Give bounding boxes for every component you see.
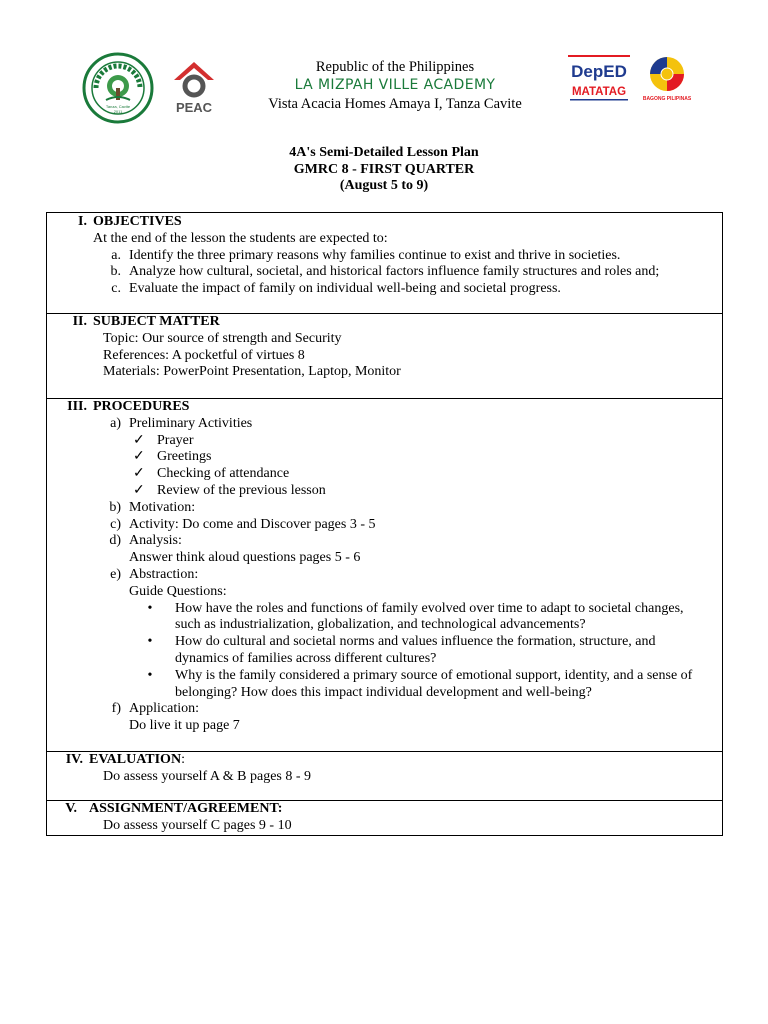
check-item-label: Review of the previous lesson bbox=[157, 482, 326, 498]
step-detail: Do live it up page 7 bbox=[129, 718, 240, 734]
lesson-plan-title bbox=[200, 145, 568, 195]
topic-text: Topic: Our source of strength and Security bbox=[103, 330, 342, 346]
objective-text: Identify the three primary reasons why families continue to exist and thrive in societies. bbox=[129, 247, 621, 263]
check-item bbox=[47, 433, 722, 450]
seal-location-text: Tanza, Cavite bbox=[105, 104, 131, 109]
deped-label: DepED bbox=[571, 62, 627, 81]
check-item-label: Greetings bbox=[157, 449, 212, 465]
subject-matter-section bbox=[47, 314, 722, 399]
objective-text: Analyze how cultural, societal, and historical factors influence family structures and roles and; bbox=[129, 264, 660, 280]
objective-marker: b. bbox=[110, 264, 121, 280]
objective-marker: a. bbox=[111, 247, 121, 263]
bullet-icon: • bbox=[147, 634, 153, 650]
step-label: Preliminary Activities bbox=[129, 415, 253, 431]
step-label: Motivation: bbox=[129, 499, 196, 515]
materials-text: Materials: PowerPoint Presentation, Laptop, Monitor bbox=[103, 364, 401, 380]
step-marker: b) bbox=[109, 499, 121, 515]
procedure-step bbox=[47, 567, 722, 584]
guide-question bbox=[47, 668, 722, 702]
procedure-step bbox=[47, 533, 722, 550]
matatag-label: MATATAG bbox=[571, 86, 627, 98]
procedures-number: III. bbox=[67, 399, 87, 414]
procedure-step bbox=[47, 701, 722, 718]
school-name: LA MIZPAH VILLE ACADEMY bbox=[294, 77, 496, 93]
evaluation-colon: : bbox=[181, 752, 185, 767]
step-label: Abstraction: bbox=[129, 566, 199, 582]
assignment-text: Do assess yourself C pages 9 - 10 bbox=[103, 817, 292, 833]
subject-matter-number: II. bbox=[72, 314, 87, 329]
check-item-label: Checking of attendance bbox=[157, 466, 290, 482]
assignment-heading: ASSIGNMENT/AGREEMENT: bbox=[89, 801, 283, 816]
lesson-plan-table bbox=[46, 212, 723, 836]
deped-matatag-logo bbox=[566, 55, 632, 107]
title-line-2: GMRC 8 - FIRST QUARTER bbox=[293, 161, 475, 177]
check-item bbox=[47, 449, 722, 466]
step-marker: a) bbox=[110, 415, 121, 431]
bullet-icon: • bbox=[147, 667, 153, 683]
seal-year-text: 2011 bbox=[113, 109, 123, 114]
objectives-intro: At the end of the lesson the students are expected to: bbox=[93, 230, 388, 246]
evaluation-section bbox=[47, 752, 722, 801]
step-marker: d) bbox=[109, 533, 121, 549]
step-marker: f) bbox=[111, 701, 121, 717]
objective-item bbox=[47, 281, 722, 298]
references-text: References: A pocketful of virtues 8 bbox=[103, 347, 305, 363]
title-line-3: (August 5 to 9) bbox=[339, 178, 429, 193]
check-item-label: Prayer bbox=[157, 432, 194, 448]
evaluation-heading: EVALUATION bbox=[89, 752, 182, 767]
evaluation-text: Do assess yourself A & B pages 8 - 9 bbox=[103, 768, 312, 784]
step-label: Application: bbox=[129, 701, 199, 717]
school-header bbox=[230, 58, 560, 113]
objective-item bbox=[47, 264, 722, 281]
checkmark-icon: ✓ bbox=[133, 482, 145, 498]
assignment-section bbox=[47, 801, 722, 835]
objective-item bbox=[47, 248, 722, 265]
guide-question-text: How have the roles and functions of family evolved over time to adapt to societal changes, such as industrialization, globalization, and technological advancements? bbox=[175, 600, 684, 633]
subject-matter-heading: SUBJECT MATTER bbox=[93, 314, 220, 329]
checkmark-icon: ✓ bbox=[133, 449, 145, 465]
bullet-icon: • bbox=[147, 600, 153, 616]
objectives-heading: OBJECTIVES bbox=[93, 214, 182, 229]
procedures-heading: PROCEDURES bbox=[93, 399, 190, 414]
objectives-number: I. bbox=[78, 214, 87, 229]
objectives-section bbox=[47, 213, 722, 314]
school-address: Vista Acacia Homes Amaya I, Tanza Cavite bbox=[268, 96, 522, 112]
guide-question bbox=[47, 634, 722, 668]
title-line-1: 4A's Semi-Detailed Lesson Plan bbox=[289, 145, 479, 160]
procedure-step bbox=[47, 517, 722, 534]
procedure-step bbox=[47, 416, 722, 433]
procedure-step bbox=[47, 500, 722, 517]
objective-text: Evaluate the impact of family on individual well-being and societal progress. bbox=[129, 281, 561, 297]
school-seal-logo bbox=[82, 52, 154, 124]
step-label: Analysis: bbox=[129, 533, 182, 549]
check-item bbox=[47, 466, 722, 483]
guide-question-text: Why is the family considered a primary source of emotional support, identity, and a sense of belonging? How does this impact individual development and well-being? bbox=[175, 667, 693, 700]
objective-marker: c. bbox=[111, 281, 121, 297]
peac-label: PEAC bbox=[175, 100, 213, 115]
evaluation-number: IV. bbox=[65, 752, 83, 767]
step-label: Activity: Do come and Discover pages 3 - 5 bbox=[129, 516, 376, 532]
assignment-number: V. bbox=[65, 801, 77, 816]
bagong-pilipinas-logo bbox=[638, 52, 696, 110]
guide-question-text: How do cultural and societal norms and values influence the formation, structure, and dynamics of families across different cultures? bbox=[175, 634, 656, 666]
republic-text: Republic of the Philippines bbox=[315, 59, 475, 75]
step-detail: Answer think aloud questions pages 5 - 6 bbox=[129, 550, 361, 566]
peac-logo bbox=[168, 56, 220, 118]
step-detail: Guide Questions: bbox=[129, 583, 227, 599]
checkmark-icon: ✓ bbox=[133, 466, 145, 482]
step-marker: c) bbox=[110, 516, 121, 532]
checkmark-icon: ✓ bbox=[133, 432, 145, 448]
check-item bbox=[47, 483, 722, 500]
bagong-pilipinas-label: BAGONG PILIPINAS bbox=[642, 96, 692, 102]
guide-question bbox=[47, 601, 722, 635]
procedures-section bbox=[47, 399, 722, 752]
step-marker: e) bbox=[110, 566, 121, 582]
